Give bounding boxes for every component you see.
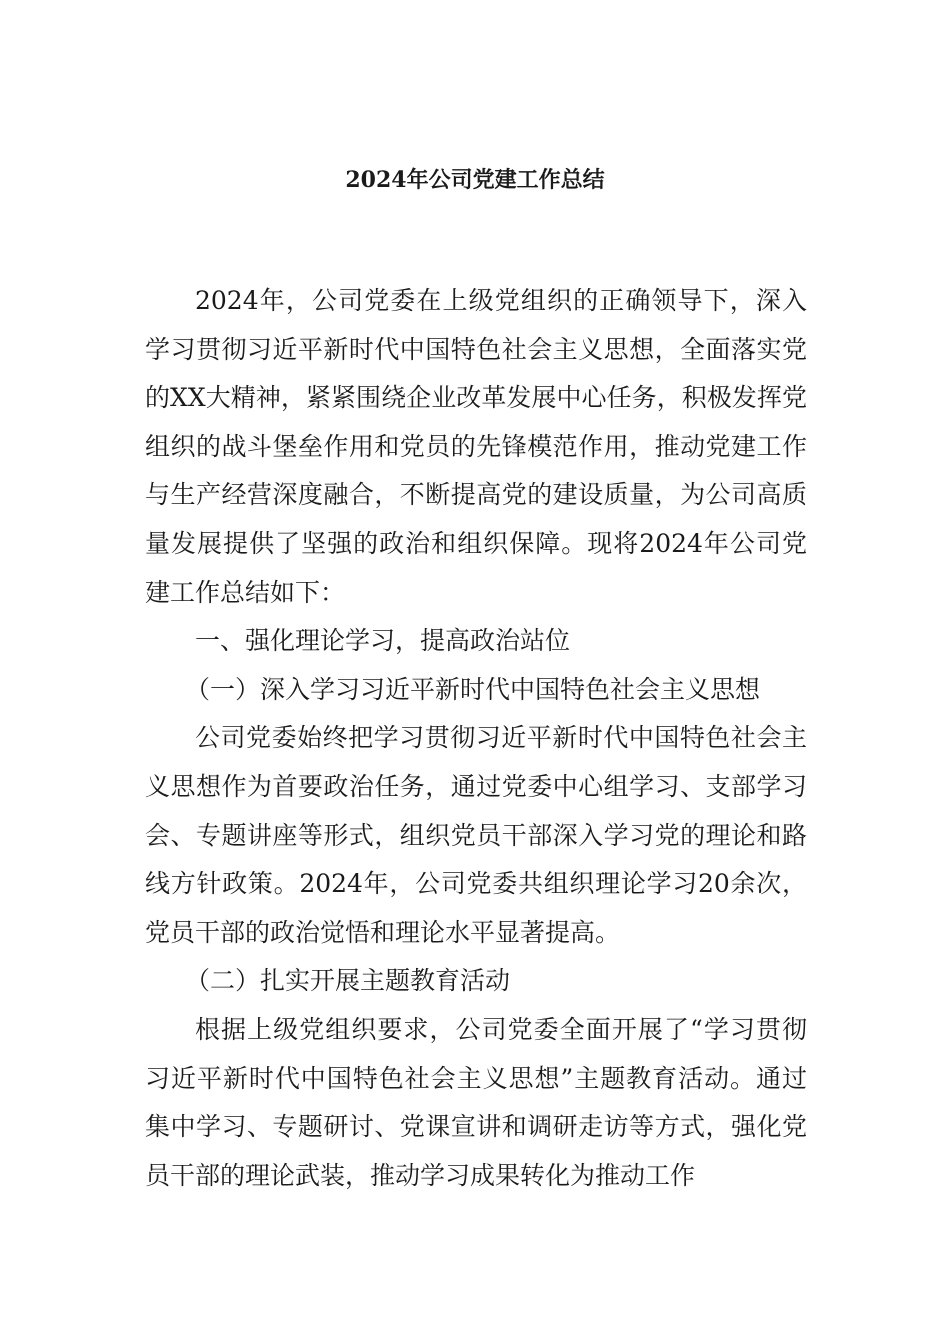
- paragraph-education: 根据上级党组织要求，公司党委全面开展了“学习贯彻习近平新时代中国特色社会主义思想”主题教育活动。通过集中学习、专题研讨、党课宣讲和调研走访等方式，强化党员干部的理论武装，推动学习成果转化为推动工作: [145, 1014, 807, 1190]
- paragraph-intro: 2024年，公司党委在上级党组织的正确领导下，深入学习贯彻习近平新时代中国特色社会主义思想，全面落实党的XX大精神，紧紧围绕企业改革发展中心任务，积极发挥党组织的战斗堡垒作用和党员的先锋模范作用，推动党建工作与生产经营深度融合，不断提高党的建设质量，为公司高质量发展提供了坚强的政治和组织保障。现将2024年公司党建工作总结如下：: [145, 286, 807, 607]
- subsection-heading-1: （一）深入学习习近平新时代中国特色社会主义思想: [185, 674, 761, 704]
- section-heading-1: 一、强化理论学习，提高政治站位: [195, 626, 571, 656]
- subsection-heading-2: （二）扎实开展主题教育活动: [185, 966, 511, 996]
- document-title: 2024年公司党建工作总结: [345, 167, 605, 193]
- paragraph-study: 公司党委始终把学习贯彻习近平新时代中国特色社会主义思想作为首要政治任务，通过党委中心组学习、支部学习会、专题讲座等形式，组织党员干部深入学习党的理论和路线方针政策。2024年，公司党委共组织理论学习20余次，党员干部的政治觉悟和理论水平显著提高。: [145, 723, 807, 947]
- document-body: [145, 277, 807, 1200]
